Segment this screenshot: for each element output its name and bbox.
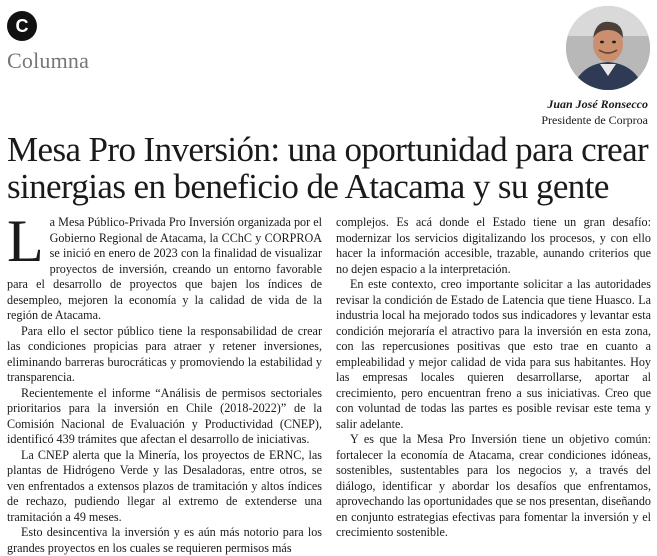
article-body [7, 208, 651, 556]
section-label: Columna [7, 48, 90, 73]
article-paragraph: Para ello el sector público tiene la responsabilidad de crear las condiciones propicias para atraer y retener inversiones, eliminando barreras burocráticas y promoviendo la estabilidad y transparencia. [7, 323, 322, 384]
article-column-right [336, 215, 651, 556]
author-name: Juan José Ronsecco [547, 97, 648, 111]
author-role: Presidente de Corproa [541, 113, 648, 127]
article-paragraph: La Mesa Público-Privada Pro Inversión organizada por el Gobierno Regional de Atacama, la CChC y CORPROA se inició en enero de 2023 con la finalidad de visualizar proyectos de inversión, creando un entorno favorable para el desarrollo de proyectos que bajen los índices de desempleo, mejoren la economía y la calidad de vida de la región de Atacama. [7, 208, 322, 322]
article-paragraph: La CNEP alerta que la Minería, los proyectos de ERNC, las plantas de Hidrógeno Verde y las Desaladoras, entre otros, se ven enfrentados a extensos plazos de tramitación y altos índices de rechazo, pudiendo llegar al extremo de extenderse una tramitación a 49 meses. [7, 447, 322, 524]
article-paragraph: Recientemente el informe “Análisis de permisos sectoriales prioritarios para la inversión en Chile (2018-2022)” de la Comisión Nacional de Evaluación y Productividad (CNEP), identificó 439 trámites que afectan el desarrollo de iniciativas. [7, 385, 322, 446]
column-badge-icon: C [7, 11, 37, 41]
article-paragraph: Esto desincentiva la inversión y es aún más notorio para los grandes proyectos en los cuales se requieren permisos más [7, 525, 322, 555]
author-photo [566, 6, 650, 90]
drop-cap: L [7, 208, 44, 274]
article-headline: Mesa Pro Inversión: una oportunidad para crear sinergias en beneficio de Atacama y su gente [7, 130, 649, 206]
article-paragraph: En este contexto, creo importante solicitar a las autoridades revisar la condición de Estado de Latencia que tiene Huasco. La industria local ha mejorado todos sus indicadores y levantar esta condición mejoraría el atractivo para la inversión en esta zona, con las repercusiones positivas que esto trae en cuanto a empleabilidad y mejor calidad de vida para sus habitantes. Hoy las empresas locales quieren desarrollarse, aportar al crecimiento, pero encuentran freno a sus iniciativas. Creo que con voluntad de todas las partes es posible revisar este tema y salir adelante. [336, 277, 651, 431]
article-paragraph: Y es que la Mesa Pro Inversión tiene un objetivo común: fortalecer la economía de Atacama, crear condiciones idóneas, sostenibles, sustentables para los negocios y, a través del diálogo, identificar y abordar los desafíos que enfrentamos, aprovechando las oportunidades que se nos presentan, diseñando en conjunto estrategias efectivas para fomentar la inversión y el crecimiento sostenible. [336, 432, 651, 539]
article-column-left [7, 208, 322, 556]
article-paragraph: complejos. Es acá donde el Estado tiene un gran desafío: modernizar los servicios digitalizando los procesos, y con ello hacer la información accesible, trazable, aunando criterios que no dejen espacio a la interpretación. [336, 215, 651, 276]
